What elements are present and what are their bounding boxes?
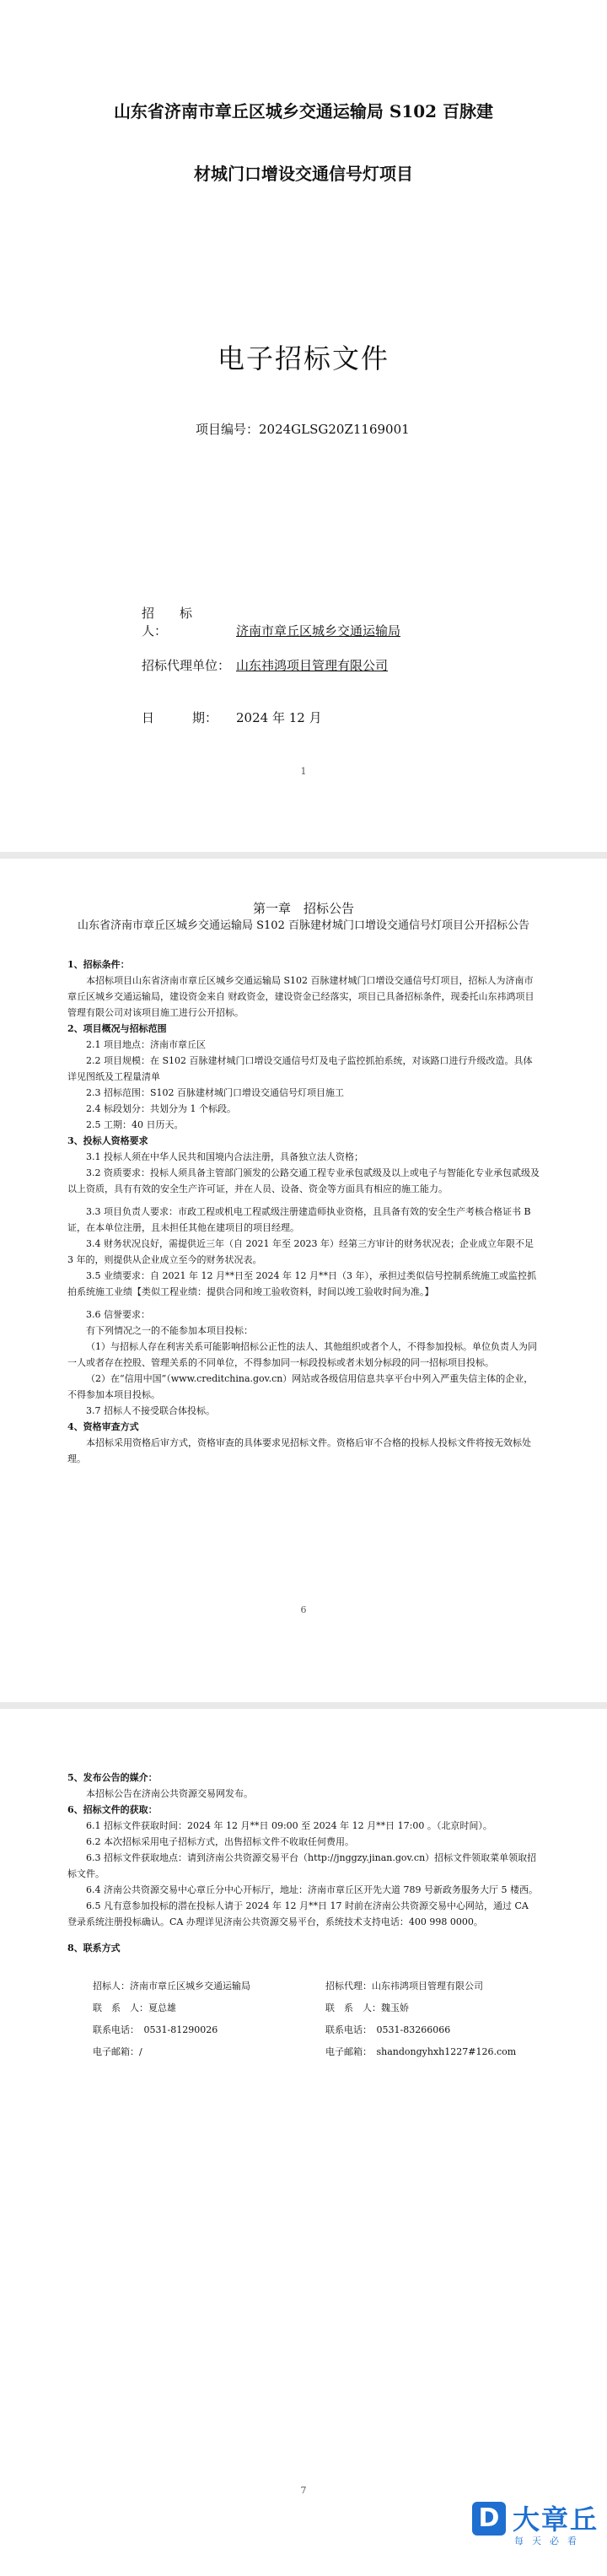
watermark-logo (472, 2497, 599, 2549)
agency-contact: 招标代理：山东祎鸿项目管理有限公司 联 系 人：魏玉娇 联系电话： 0531-83266066 电子邮箱： shandongyhxh1227#126.com (325, 1981, 517, 2057)
logo-tagline: 每天必看 (514, 2536, 585, 2546)
cover-page (0, 0, 607, 852)
logo-icon: D (472, 2502, 506, 2536)
project-number: 项目编号：2024GLSG20Z1169001 (196, 422, 410, 437)
cover-title: 山东省济南市章丘区城乡交通运输局 S102 百脉建 材城门口增设交通信号灯项目 (113, 101, 494, 184)
notice-body: 1、招标条件： 本招标项目山东省济南市章丘区城乡交通运输局 S102 百脉建材城门口增设交通信号灯项目，招标人为济南市章丘区城乡交通运输局，建设资金来自 财政资金，建设资金已经落实，项目已具备招标条件，现委托山东祎鸿项目管理有限公司对该项目施工进行公开招标。 2、项目概况与招标范围 2.1 项目地点：济南市章丘区 2.2 项目规模：在 S102 百脉建材城门口增设交通信号灯及电子监控抓拍系统，对该路口进行升级改造。具体详见图纸及工程量清单 2.3 招标范围：S102 百脉建材城门口增设交通信号灯项目施工 2.4 标段划分：共划分为 1 个标段。 2.5 工期：40 日历天。 3、投标人资格要求 3.1 投标人须在中华人民共和国境内合法注册，具备独立法人资格； 3.2 资质要求：投标人须具备主管部门颁发的公路交通工程专业承包贰级及以上或电子与智能化专业承包贰级及以上资质，具有有效的安全生产许可证，并在人员、设备、资金等方面具有相应的施工能力。 3.3 项目负责人要求：市政工程或机电工程贰级注册建造师执业资格，且具备有效的安全生产考核合格证书 B 证，在本单位注册，且未担任其他在建项目的项目经理。 3.4 财务状况良好，需提供近三年（自 2021 年至 2023 年）经第三方审计的财务状况表；企业成立年限不足 3 年的，则提供从企业成立至今的财务状况表。 3.5 业绩要求：自 2021 年 12 月**日至 2024 年 12 月**日（3 年），承担过类似信号控制系统施工或监控抓拍系统施工业绩【类似工程业绩：提供合同和竣工验收资料，时间以竣工验收时间为准。】 3.6 信誉要求： 有下列情况之一的不能参加本项目投标： （1）与招标人存在利害关系可能影响招标公正性的法人、其他组织或者个人，不得参加投标。单位负责人为同一人或者存在控股、管理关系的不同单位，不得参加同一标段投标或者未划分标段的同一招标项目投标。 （2）在“信用中国”（www.creditchina.gov.cn）网站或各级信用信息共享平台中列入严重失信主体的企业，不得参加本项目投标。 3.7 招标人不接受联合体投标。 4、资格审查方式 本招标采用资格后审方式，资格审查的具体要求见招标文件。资格后审不合格的投标人投标文件将按无效标处理。 (67, 959, 540, 1464)
tenderer-contact: 招标人：济南市章丘区城乡交通运输局 联 系 人：夏总雄 联系电话： 0531-81290026 电子邮箱：/ (93, 1981, 250, 2057)
notice-subtitle: 山东省济南市章丘区城乡交通运输局 S102 百脉建材城门口增设交通信号灯项目公开招标公告 (78, 919, 529, 932)
tenderer-row: 招 标 人： 济南市章丘区城乡交通运输局 (142, 606, 401, 639)
page-number: 7 (300, 2485, 307, 2496)
date-row: 日 期： 2024 年 12 月 (142, 710, 322, 725)
agency-row: 招标代理单位： 山东祎鸿项目管理有限公司 (142, 658, 389, 673)
page-number: 6 (300, 1604, 307, 1615)
page-number: 1 (300, 766, 307, 777)
chapter-title: 第一章 招标公告 (252, 901, 354, 916)
notice-page-2 (0, 1709, 607, 2576)
document-type: 电子招标文件 (217, 342, 389, 375)
logo-name: 大章丘 (513, 2503, 599, 2536)
notice-page (0, 859, 607, 1702)
notice-body-2: 5、发布公告的媒介： 本招标公告在济南公共资源交易网发布。 6、招标文件的获取： 6.1 招标文件获取时间：2024 年 12 月**日 09:00 至 2024 年 12 月**日 17:00 。（北京时间）。 6.2 本次招标采用电子招标方式，出售招标文件不收取任何费用。 6.3 招标文件获取地点：请到济南公共资源交易平台（http://jnggzy.jinan.gov.cn）招标文件领取菜单领取招标文件。 6.4 济南公共资源交易中心章丘分中心开标厅，地址：济南市章丘区开先大道 789 号新政务服务大厅 5 楼西。 6.5 凡有意参加投标的潜在投标人请于 2024 年 12 月**日 17 时前在济南公共资源交易中心网站，通过 CA 登录系统注册投标确认。CA 办理详见济南公共资源交易平台，系统技术支持电话：400 998 0000。 8、联系方式 (67, 1772, 538, 1954)
